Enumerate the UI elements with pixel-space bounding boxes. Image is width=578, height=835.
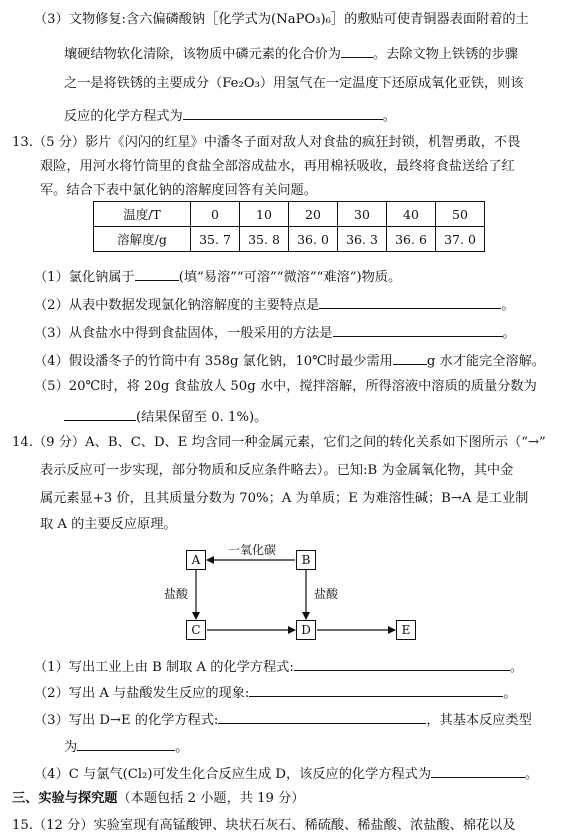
q13-sub4-text: （4）假设潘冬子的竹筒中有 358g 氯化钠，10℃时最少需用 [34,354,393,369]
q14-line4: 取 A 的主要反应原理。 [40,517,177,532]
table-cell: 溶解度/g [94,227,191,252]
q12-3-line4b: 。 [382,109,396,124]
q14-line1: 14.（9 分）A、B、C、D、E 均含同一种金属元素，它们之间的转化关系如下图所示（“→” [12,435,546,450]
answer-blank-chlorine-equation[interactable] [431,763,525,778]
label-hydrochloric-acid-left: 盐酸 [164,587,189,601]
q12-3-line2a: 壤硬结物软化清除，该物质中磷元素的化合价为 [64,47,341,62]
q14-sub2 [34,682,517,703]
table-cell: 40 [387,202,436,227]
node-e: E [396,620,416,640]
label-hydrochloric-acid-right: 盐酸 [314,587,339,601]
q14-sub1 [34,656,523,677]
q13-line2: 艰险，用河水将竹筒里的食盐全部溶成盐水，再用棉袄吸收，最终将食盐送给了红 [40,159,515,174]
table-cell: 0 [191,202,240,227]
q12-3-line2b: 。去除文物上铁锈的步骤 [372,47,518,62]
q14-sub1-text-b: 。 [509,660,524,675]
q12-3-line4a: 反应的化学方程式为 [64,109,183,124]
node-d: D [296,620,316,640]
q12-3-line3: 之一是将铁锈的主要成分（Fe₂O₃）用氢气在一定温度下还原成氧化亚铁，则该 [64,76,524,91]
q14-sub3-line2 [64,736,188,757]
q13-sub2-text-b: 。 [501,298,515,313]
q14-sub3 [34,709,532,730]
table-cell: 36. 6 [387,227,436,252]
q13-sub5: （5）20℃时，将 20g 食盐放人 50g 水中，搅拌溶解，所得溶液中溶质的质量分数为 [34,379,537,394]
answer-blank-phenomenon[interactable] [249,682,503,697]
answer-blank-d-to-e-equation[interactable] [218,709,426,724]
section-title: 三、实验与探究题 [12,791,118,806]
q14-sub4-text-b: 。 [525,767,539,782]
table-cell: 温度/T [94,202,191,227]
q13-line3: 军。结合下表中氯化钠的溶解度回答有关问题。 [40,183,317,198]
q14-sub2-text-b: 。 [503,686,517,701]
q14-sub2-text: （2）写出 A 与盐酸发生反应的现象: [34,686,250,701]
node-c: C [186,620,206,640]
q13-sub3-text-b: 。 [502,326,516,341]
q14-sub3-text-c: 为 [64,740,78,755]
q12-3-line1: （3）文物修复:含六偏磷酸钠［化学式为(NaPO₃)₆］的敷贴可使青铜器表面附着的土 [34,12,529,27]
q14-sub4 [34,763,538,784]
q13-sub5-text-b: (结果保留至 0. 1%)。 [136,410,268,425]
q14-line2: 表示反应可一步实现，部分物质和反应条件略去）。已知:B 为金属氧化物，其中金 [40,463,514,478]
q13-sub1-text: （1）氯化钠属于 [34,270,135,285]
q13-sub4-text-b: g 水才能完全溶解。 [426,354,545,369]
table-cell: 30 [338,202,387,227]
node-a: A [186,550,206,570]
section-note: （本题包括 2 小题，共 19 分） [117,791,305,806]
table-cell: 36. 0 [289,227,338,252]
answer-blank-reaction-type[interactable] [77,736,175,751]
q13-sub1-text-b: (填“易溶”“可溶”“微溶”“难溶”)物质。 [178,270,402,285]
section-3-heading [12,790,305,808]
q14-line3: 属元素显+3 价，且其质量分数为 70%；A 为单质；E 为难溶性碱；B→A 是工业制 [40,491,529,506]
q13-sub3-text: （3）从食盐水中得到食盐固体，一般采用的方法是 [34,326,333,341]
q14-sub4-text: （4）C 与氯气(Cl₂)可发生化合反应生成 D，该反应的化学方程式为 [34,767,432,782]
table-cell: 50 [436,202,485,227]
q13-line1: 13.（5 分）影片《闪闪的红星》中潘冬子面对敌人对食盐的疯狂封锁，机智勇敢，不畏 [12,135,521,150]
node-b: B [296,550,316,570]
answer-blank-industrial-equation[interactable] [294,656,510,671]
table-cell: 35. 8 [240,227,289,252]
label-carbon-monoxide: 一氧化碳 [228,543,277,557]
table-cell: 37. 0 [436,227,485,252]
q14-sub3-text-b: ，其基本反应类型 [426,713,532,728]
table-cell: 36. 3 [338,227,387,252]
q14-sub3-text-d: 。 [175,740,189,755]
q14-sub3-text: （3）写出 D→E 的化学方程式: [34,713,219,728]
table-cell: 35. 7 [191,227,240,252]
q15-line1: 15.（12 分）实验室现有高锰酸钾、块状石灰石、稀硫酸、稀盐酸、浓盐酸、棉花以及 [12,818,516,833]
table-cell: 10 [240,202,289,227]
table-cell: 20 [289,202,338,227]
q14-sub1-text: （1）写出工业上由 B 制取 A 的化学方程式: [34,660,294,675]
q13-sub2-text: （2）从表中数据发现氯化钠溶解度的主要特点是 [34,298,320,313]
